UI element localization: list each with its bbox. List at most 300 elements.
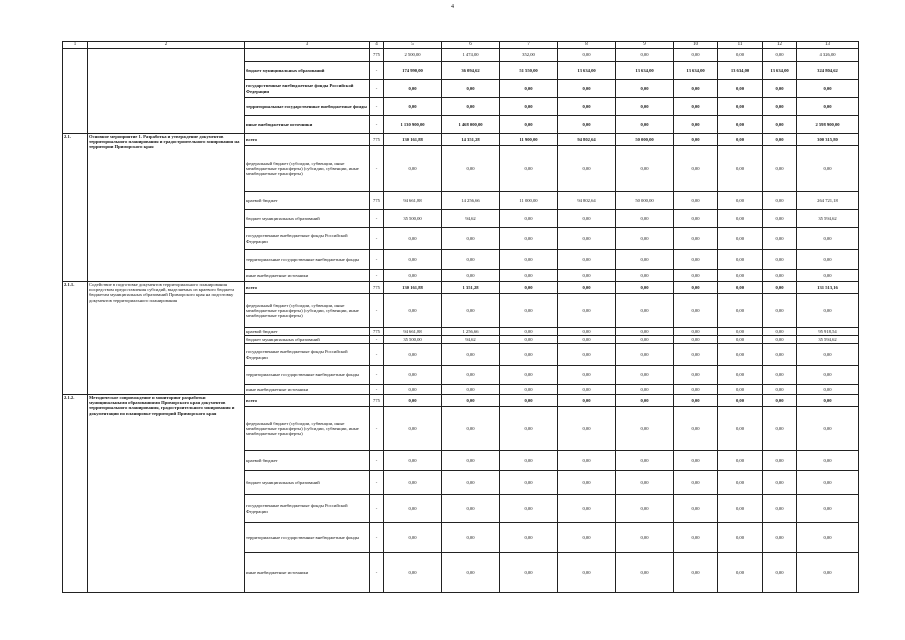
funding-source: федеральный бюджет (субсидии, субвенции, иные межбюджетные трансферты) (субсидии, субвенции, иные межбюджетные трансферты) — [245, 146, 370, 192]
amount-cell: 94 661,88 — [384, 328, 442, 336]
amount-cell: 0,00 — [558, 146, 616, 192]
grbs-code: 775 — [370, 328, 384, 336]
amount-cell: 94 802,64 — [558, 192, 616, 210]
amount-cell: 0,00 — [500, 146, 558, 192]
funding-source: всего — [245, 134, 370, 146]
amount-cell: 0,00 — [797, 495, 859, 523]
grbs-code: - — [370, 146, 384, 192]
amount-cell: 0,00 — [797, 395, 859, 407]
funding-source: краевой бюджет — [245, 192, 370, 210]
amount-cell: 0,00 — [616, 250, 674, 270]
amount-cell: 0,00 — [718, 282, 763, 294]
grbs-code: - — [370, 407, 384, 451]
amount-cell: 0,00 — [763, 80, 797, 98]
amount-cell: 0,00 — [558, 49, 616, 62]
amount-cell: 0,00 — [558, 495, 616, 523]
row-index — [63, 49, 88, 134]
amount-cell: 0,00 — [616, 228, 674, 250]
amount-cell: 264 721,18 — [797, 192, 859, 210]
grbs-code: - — [370, 344, 384, 366]
amount-cell: 1 474,00 — [442, 49, 500, 62]
amount-cell: 94 661,88 — [384, 192, 442, 210]
amount-cell: 0,00 — [442, 471, 500, 495]
funding-source: краевой бюджет — [245, 328, 370, 336]
amount-cell: 0,00 — [500, 228, 558, 250]
amount-cell: 0,00 — [763, 146, 797, 192]
amount-cell: 0,00 — [718, 294, 763, 328]
amount-cell: 0,00 — [797, 294, 859, 328]
amount-cell: 11 900,00 — [500, 134, 558, 146]
amount-cell: 0,00 — [500, 366, 558, 385]
amount-cell: 0,00 — [797, 523, 859, 553]
amount-cell: 0,00 — [442, 250, 500, 270]
event-name-text: Содействие в подготовке документов территориального планирования посредством предоставления субсидий, выделяемых из краевого бюджета бюджетам муниципальных образований Приморского края на подготовку документов территориального планирования — [89, 282, 235, 303]
amount-cell: 0,00 — [763, 385, 797, 395]
header-cell: 7 — [500, 42, 558, 49]
amount-cell: 0,00 — [384, 523, 442, 553]
amount-cell: 0,00 — [763, 366, 797, 385]
amount-cell: 0,00 — [558, 116, 616, 134]
amount-cell: 0,00 — [500, 471, 558, 495]
amount-cell: 0,00 — [558, 336, 616, 344]
amount-cell: 13 634,00 — [763, 62, 797, 80]
event-name-text: Основное мероприятие 1. Разработка и утверждение документов территориального планирования и градостроительного зонирования на территории Приморского края — [89, 134, 240, 150]
amount-cell: 0,00 — [797, 228, 859, 250]
amount-cell: 0,00 — [384, 146, 442, 192]
amount-cell: 0,00 — [558, 250, 616, 270]
amount-cell: 13 634,00 — [674, 62, 718, 80]
funding-source: государственные внебюджетные фонды Российской Федерации — [245, 495, 370, 523]
header-cell: 3 — [245, 42, 370, 49]
amount-cell: 0,00 — [674, 116, 718, 134]
event-name — [88, 134, 245, 282]
amount-cell: 50 000,00 — [616, 134, 674, 146]
funding-source: государственные внебюджетные фонды Российской Федерации — [245, 228, 370, 250]
amount-cell: 0,00 — [500, 495, 558, 523]
amount-cell: 0,00 — [616, 98, 674, 116]
amount-cell: 0,00 — [763, 134, 797, 146]
amount-cell: 0,00 — [500, 451, 558, 471]
amount-cell: 0,00 — [558, 228, 616, 250]
amount-cell: 0,00 — [797, 270, 859, 282]
amount-cell: 0,00 — [384, 250, 442, 270]
amount-cell: 0,00 — [674, 146, 718, 192]
amount-cell: 0,00 — [558, 282, 616, 294]
amount-cell: 2 500,00 — [384, 49, 442, 62]
amount-cell: 0,00 — [718, 146, 763, 192]
amount-cell: 0,00 — [500, 395, 558, 407]
amount-cell: 0,00 — [616, 523, 674, 553]
amount-cell: 0,00 — [384, 344, 442, 366]
amount-cell: 0,00 — [674, 495, 718, 523]
amount-cell: 0,00 — [763, 451, 797, 471]
amount-cell: 0,00 — [674, 49, 718, 62]
grbs-code: - — [370, 80, 384, 98]
amount-cell: 0,00 — [718, 344, 763, 366]
amount-cell: 0,00 — [558, 553, 616, 593]
amount-cell: 0,00 — [718, 228, 763, 250]
amount-cell: 0,00 — [500, 523, 558, 553]
grbs-code: - — [370, 62, 384, 80]
amount-cell: 0,00 — [500, 80, 558, 98]
amount-cell: 35 500,00 — [384, 210, 442, 228]
amount-cell: 0,00 — [616, 336, 674, 344]
amount-cell: 0,00 — [558, 471, 616, 495]
amount-cell: 0,00 — [558, 407, 616, 451]
amount-cell: 0,00 — [616, 495, 674, 523]
amount-cell: 0,00 — [674, 192, 718, 210]
amount-cell: 0,00 — [558, 451, 616, 471]
row-index: 2.1.1. — [63, 282, 88, 395]
grbs-code: - — [370, 385, 384, 395]
amount-cell: 0,00 — [558, 80, 616, 98]
amount-cell: 0,00 — [616, 366, 674, 385]
header-cell: 11 — [718, 42, 763, 49]
amount-cell: 0,00 — [674, 344, 718, 366]
amount-cell: 0,00 — [616, 294, 674, 328]
grbs-code: - — [370, 210, 384, 228]
amount-cell: 0,00 — [616, 471, 674, 495]
amount-cell: 0,00 — [763, 336, 797, 344]
amount-cell: 0,00 — [384, 471, 442, 495]
header-cell: 10 — [674, 42, 718, 49]
amount-cell: 0,00 — [763, 553, 797, 593]
amount-cell: 35 594,62 — [797, 336, 859, 344]
grbs-code: - — [370, 228, 384, 250]
amount-cell: 0,00 — [718, 49, 763, 62]
amount-cell: 0,00 — [718, 553, 763, 593]
amount-cell: 0,00 — [763, 407, 797, 451]
amount-cell: 0,00 — [763, 228, 797, 250]
amount-cell: 14 256,66 — [442, 192, 500, 210]
table-row — [63, 282, 859, 294]
row-index: 2.1.2. — [63, 395, 88, 593]
amount-cell: 2 598 900,00 — [797, 116, 859, 134]
amount-cell: 4 326,00 — [797, 49, 859, 62]
amount-cell: 0,00 — [384, 385, 442, 395]
amount-cell: 94,62 — [442, 336, 500, 344]
amount-cell: 0,00 — [763, 523, 797, 553]
amount-cell: 0,00 — [674, 328, 718, 336]
amount-cell: 50 000,00 — [616, 192, 674, 210]
amount-cell: 0,00 — [500, 407, 558, 451]
amount-cell: 0,00 — [442, 385, 500, 395]
amount-cell: 0,00 — [797, 146, 859, 192]
amount-cell: 0,00 — [616, 385, 674, 395]
amount-cell: 0,00 — [442, 344, 500, 366]
amount-cell: 0,00 — [500, 270, 558, 282]
amount-cell: 174 990,00 — [384, 62, 442, 80]
amount-cell: 0,00 — [442, 146, 500, 192]
grbs-code: - — [370, 495, 384, 523]
budget-table — [62, 41, 859, 593]
amount-cell: 1 256,66 — [442, 328, 500, 336]
amount-cell: 0,00 — [763, 116, 797, 134]
amount-cell: 0,00 — [797, 553, 859, 593]
amount-cell: 0,00 — [558, 344, 616, 366]
amount-cell: 0,00 — [500, 210, 558, 228]
amount-cell: 0,00 — [500, 282, 558, 294]
event-name — [88, 395, 245, 593]
amount-cell: 0,00 — [384, 98, 442, 116]
amount-cell: 35 500,00 — [384, 336, 442, 344]
amount-cell: 0,00 — [500, 344, 558, 366]
amount-cell: 0,00 — [797, 407, 859, 451]
row-index: 2.1. — [63, 134, 88, 282]
amount-cell: 0,00 — [718, 395, 763, 407]
funding-source — [245, 49, 370, 62]
amount-cell: 0,00 — [718, 495, 763, 523]
amount-cell: 0,00 — [442, 228, 500, 250]
amount-cell: 0,00 — [558, 210, 616, 228]
amount-cell: 0,00 — [763, 250, 797, 270]
amount-cell: 0,00 — [718, 471, 763, 495]
amount-cell: 0,00 — [442, 98, 500, 116]
amount-cell: 0,00 — [500, 553, 558, 593]
amount-cell: 130 161,88 — [384, 134, 442, 146]
amount-cell: 0,00 — [674, 385, 718, 395]
grbs-code: - — [370, 451, 384, 471]
amount-cell: 0,00 — [384, 294, 442, 328]
funding-source: иные внебюджетные источники — [245, 385, 370, 395]
amount-cell: 0,00 — [718, 328, 763, 336]
amount-cell: 0,00 — [558, 98, 616, 116]
grbs-code: - — [370, 471, 384, 495]
amount-cell: 130 161,88 — [384, 282, 442, 294]
amount-cell: 0,00 — [763, 192, 797, 210]
amount-cell: 0,00 — [797, 366, 859, 385]
amount-cell: 0,00 — [763, 98, 797, 116]
grbs-code: - — [370, 523, 384, 553]
grbs-code: 775 — [370, 395, 384, 407]
amount-cell: 94,62 — [442, 210, 500, 228]
amount-cell: 0,00 — [500, 116, 558, 134]
amount-cell: 1 130 900,00 — [384, 116, 442, 134]
amount-cell: 300 315,80 — [797, 134, 859, 146]
funding-source: федеральный бюджет (субсидии, субвенции, иные межбюджетные трансферты) (субсидии, субвенции, иные межбюджетные трансферты) — [245, 407, 370, 451]
amount-cell: 0,00 — [442, 407, 500, 451]
amount-cell: 0,00 — [718, 407, 763, 451]
amount-cell: 0,00 — [384, 366, 442, 385]
amount-cell: 0,00 — [763, 328, 797, 336]
amount-cell: 0,00 — [616, 146, 674, 192]
amount-cell: 0,00 — [500, 385, 558, 395]
amount-cell: 131 513,16 — [797, 282, 859, 294]
amount-cell: 0,00 — [763, 395, 797, 407]
amount-cell: 0,00 — [558, 270, 616, 282]
amount-cell: 0,00 — [616, 116, 674, 134]
amount-cell: 0,00 — [674, 471, 718, 495]
amount-cell: 0,00 — [674, 553, 718, 593]
header-cell: 5 — [384, 42, 442, 49]
amount-cell: 0,00 — [442, 294, 500, 328]
amount-cell: 0,00 — [384, 270, 442, 282]
funding-source: территориальные государственные внебюджетные фонды — [245, 98, 370, 116]
amount-cell: 0,00 — [718, 134, 763, 146]
amount-cell: 0,00 — [718, 523, 763, 553]
funding-source: государственные внебюджетные фонды Российской Федерации — [245, 80, 370, 98]
grbs-code: - — [370, 98, 384, 116]
amount-cell: 0,00 — [558, 366, 616, 385]
funding-source: бюджет муниципальных образований — [245, 471, 370, 495]
header-row — [63, 42, 859, 49]
amount-cell: 0,00 — [384, 553, 442, 593]
funding-source: бюджет муниципальных образований — [245, 210, 370, 228]
funding-source: территориальные государственные внебюджетные фонды — [245, 523, 370, 553]
amount-cell: 0,00 — [718, 98, 763, 116]
amount-cell: 0,00 — [500, 328, 558, 336]
amount-cell: 1 351,28 — [442, 282, 500, 294]
amount-cell: 0,00 — [558, 523, 616, 553]
amount-cell: 13 634,00 — [616, 62, 674, 80]
amount-cell: 0,00 — [384, 395, 442, 407]
grbs-code: - — [370, 250, 384, 270]
amount-cell: 0,00 — [797, 451, 859, 471]
amount-cell: 35 594,62 — [797, 210, 859, 228]
amount-cell: 0,00 — [500, 336, 558, 344]
header-cell: 2 — [88, 42, 245, 49]
amount-cell: 0,00 — [763, 471, 797, 495]
amount-cell: 13 634,00 — [558, 62, 616, 80]
amount-cell: 0,00 — [797, 250, 859, 270]
amount-cell: 0,00 — [797, 344, 859, 366]
header-cell: 8 — [558, 42, 616, 49]
amount-cell: 0,00 — [797, 80, 859, 98]
funding-source: территориальные государственные внебюджетные фонды — [245, 366, 370, 385]
amount-cell: 0,00 — [384, 80, 442, 98]
amount-cell: 0,00 — [718, 451, 763, 471]
amount-cell: 0,00 — [442, 366, 500, 385]
amount-cell: 0,00 — [763, 294, 797, 328]
amount-cell: 0,00 — [674, 336, 718, 344]
amount-cell: 11 000,00 — [500, 192, 558, 210]
funding-source: иные внебюджетные источники — [245, 116, 370, 134]
amount-cell: 0,00 — [558, 294, 616, 328]
amount-cell: 95 918,54 — [797, 328, 859, 336]
amount-cell: 0,00 — [674, 294, 718, 328]
funding-source: всего — [245, 282, 370, 294]
amount-cell: 13 634,00 — [718, 62, 763, 80]
amount-cell: 0,00 — [674, 250, 718, 270]
amount-cell: 0,00 — [718, 270, 763, 282]
funding-source: иные внебюджетные источники — [245, 270, 370, 282]
header-cell: 1 — [63, 42, 88, 49]
amount-cell: 0,00 — [674, 210, 718, 228]
funding-source: всего — [245, 395, 370, 407]
amount-cell: 0,00 — [500, 294, 558, 328]
grbs-code: 775 — [370, 192, 384, 210]
amount-cell: 0,00 — [674, 282, 718, 294]
amount-cell: 0,00 — [558, 385, 616, 395]
amount-cell: 0,00 — [558, 328, 616, 336]
amount-cell: 0,00 — [763, 344, 797, 366]
amount-cell: 0,00 — [500, 250, 558, 270]
amount-cell: 0,00 — [616, 328, 674, 336]
amount-cell: 0,00 — [442, 451, 500, 471]
amount-cell: 324 804,62 — [797, 62, 859, 80]
amount-cell: 0,00 — [442, 395, 500, 407]
amount-cell: 0,00 — [616, 407, 674, 451]
amount-cell: 0,00 — [718, 250, 763, 270]
header-cell: 4 — [370, 42, 384, 49]
table-row — [63, 49, 859, 62]
page-number: 4 — [451, 4, 454, 10]
amount-cell: 0,00 — [718, 192, 763, 210]
amount-cell: 0,00 — [797, 385, 859, 395]
amount-cell: 0,00 — [718, 210, 763, 228]
amount-cell: 0,00 — [674, 366, 718, 385]
grbs-code: 775 — [370, 49, 384, 62]
amount-cell: 0,00 — [718, 366, 763, 385]
amount-cell: 0,00 — [616, 80, 674, 98]
amount-cell: 0,00 — [674, 270, 718, 282]
funding-source: краевой бюджет — [245, 451, 370, 471]
amount-cell: 0,00 — [763, 210, 797, 228]
amount-cell: 0,00 — [384, 495, 442, 523]
amount-cell: 0,00 — [718, 336, 763, 344]
amount-cell: 0,00 — [797, 471, 859, 495]
grbs-code: - — [370, 270, 384, 282]
grbs-code: 775 — [370, 134, 384, 146]
header-cell: 6 — [442, 42, 500, 49]
amount-cell: 0,00 — [718, 116, 763, 134]
amount-cell: 0,00 — [616, 553, 674, 593]
amount-cell: 0,00 — [763, 495, 797, 523]
amount-cell: 51 550,00 — [500, 62, 558, 80]
amount-cell: 0,00 — [442, 523, 500, 553]
amount-cell: 0,00 — [616, 282, 674, 294]
amount-cell: 0,00 — [384, 451, 442, 471]
amount-cell: 0,00 — [674, 134, 718, 146]
amount-cell: 0,00 — [616, 49, 674, 62]
amount-cell: 0,00 — [797, 98, 859, 116]
amount-cell: 352,00 — [500, 49, 558, 62]
amount-cell: 0,00 — [718, 385, 763, 395]
amount-cell: 0,00 — [558, 395, 616, 407]
amount-cell: 0,00 — [384, 407, 442, 451]
amount-cell: 0,00 — [674, 228, 718, 250]
amount-cell: 0,00 — [674, 395, 718, 407]
amount-cell: 14 351,28 — [442, 134, 500, 146]
amount-cell: 94 802,64 — [558, 134, 616, 146]
amount-cell: 0,00 — [674, 407, 718, 451]
grbs-code: - — [370, 553, 384, 593]
amount-cell: 0,00 — [442, 80, 500, 98]
grbs-code: - — [370, 294, 384, 328]
amount-cell: 0,00 — [616, 210, 674, 228]
amount-cell: 0,00 — [674, 451, 718, 471]
event-name — [88, 282, 245, 395]
funding-source: государственные внебюджетные фонды Российской Федерации — [245, 344, 370, 366]
grbs-code: - — [370, 366, 384, 385]
amount-cell: 0,00 — [718, 80, 763, 98]
event-name-text: Методическое сопровождение и мониторинг разработки муниципальными образованиями Приморского края документов территориального планирования, градостроительного зонирования и документации по планировке территорий Приморского края — [89, 395, 235, 416]
funding-source: бюджет муниципальных образований — [245, 62, 370, 80]
header-cell: 13 — [797, 42, 859, 49]
grbs-code: - — [370, 116, 384, 134]
amount-cell: 0,00 — [674, 80, 718, 98]
funding-source: бюджет муниципальных образований — [245, 336, 370, 344]
amount-cell: 0,00 — [442, 553, 500, 593]
event-name — [88, 49, 245, 134]
funding-source: федеральный бюджет (субсидии, субвенции, иные межбюджетные трансферты) (субсидии, субвенции, иные межбюджетные трансферты) — [245, 294, 370, 328]
header-cell: 9 — [616, 42, 674, 49]
grbs-code: 775 — [370, 282, 384, 294]
amount-cell: 0,00 — [674, 98, 718, 116]
amount-cell: 0,00 — [616, 270, 674, 282]
amount-cell: 0,00 — [763, 270, 797, 282]
grbs-code: - — [370, 336, 384, 344]
